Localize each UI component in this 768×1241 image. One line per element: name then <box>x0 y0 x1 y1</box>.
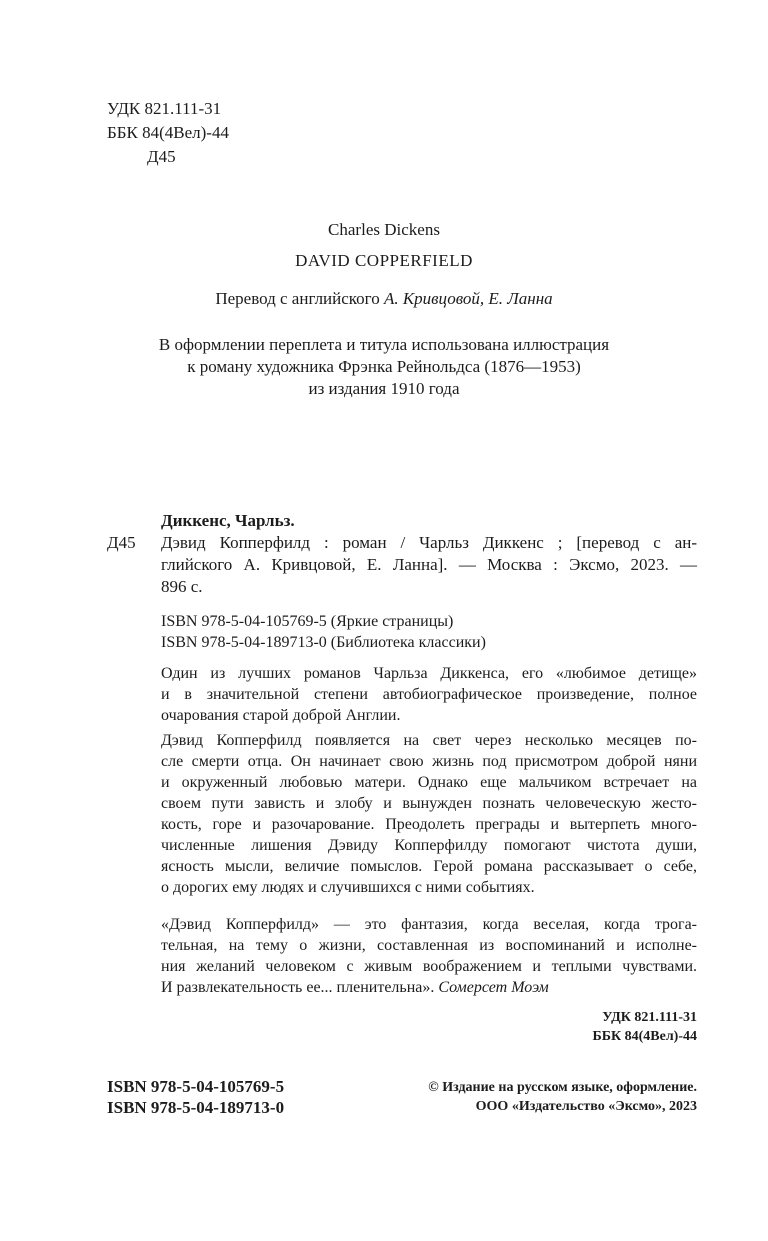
annotation-line: Один из лучших романов Чарльза Диккенса, его «любимое детище» <box>161 665 697 682</box>
quote-line: «Дэвид Копперфилд» — это фантазия, когда веселая, когда трога- <box>161 916 697 933</box>
annotation-line: Дэвид Копперфилд появляется на свет через несколько месяцев по- <box>161 732 697 749</box>
annotation-paragraph <box>161 663 697 726</box>
isbn-bold-line: ISBN 978-5-04-105769-5 <box>107 1077 285 1096</box>
annotation-line: кость, горе и разочарование. Преодолеть преграды и вытерпеть много- <box>161 816 697 833</box>
footer-classification <box>560 1008 697 1046</box>
annotation-line: о дорогих ему людях и случившихся с ними событиях. <box>161 879 535 896</box>
annotation-line: численные лишения Дэвиду Копперфилду помогают чистота души, <box>161 837 697 854</box>
quote-attribution: Сомерсет Моэм <box>438 979 549 996</box>
catalog-isbn-list <box>161 611 486 653</box>
catalog-line: Дэвид Копперфилд : роман / Чарльз Диккенс ; [перевод с ан- <box>161 533 697 552</box>
footer-bbk: ББК 84(4Вел)-44 <box>592 1029 697 1044</box>
translation-prefix: Перевод с английского <box>215 289 380 308</box>
catalog-code: Д45 <box>107 533 136 552</box>
illustration-line: к роману художника Фрэнка Рейнольдса (1876—1953) <box>187 357 581 376</box>
udk-code: УДК 821.111-31 <box>107 99 222 118</box>
translation-credit <box>0 289 768 309</box>
quote-line: ния желаний человеком с живым воображением и теплыми чувствами. <box>161 958 697 975</box>
annotation-line: сле смерти отца. Он начинает свою жизнь под присмотром доброй няни <box>161 753 697 770</box>
catalog-author: Диккенс, Чарльз. <box>161 511 295 530</box>
isbn-line: ISBN 978-5-04-189713-0 (Библиотека классики) <box>161 634 486 651</box>
bbk-code: ББК 84(4Вел)-44 <box>107 123 229 142</box>
annotation <box>161 663 697 898</box>
isbn-bold-line: ISBN 978-5-04-189713-0 <box>107 1098 285 1117</box>
copyright-block <box>400 1078 697 1116</box>
original-title: DAVID COPPERFIELD <box>295 251 473 270</box>
annotation-line: ясность мысли, величие помыслов. Герой романа рассказывает о себе, <box>161 858 697 875</box>
illustration-line: из издания 1910 года <box>308 379 460 398</box>
isbn-bold-block <box>107 1076 284 1118</box>
annotation-line: и в значительной степени автобиографическое произведение, полное <box>161 686 697 703</box>
copyright-line: © Издание на русском языке, оформление. <box>428 1080 697 1095</box>
catalog-line: глийского А. Кривцовой, Е. Ланна]. — Москва : Эксмо, 2023. — <box>161 555 697 574</box>
annotation-paragraph <box>161 730 697 898</box>
quote-line: тельная, на тему о жизни, составленная из воспоминаний и исполне- <box>161 937 697 954</box>
quote-last-text: И развлекательность ее... пленительна». <box>161 979 435 996</box>
catalog-line: 896 с. <box>161 577 203 596</box>
original-author: Charles Dickens <box>328 220 440 239</box>
annotation-line: и окруженный любовью матери. Однако еще мальчиком встречает на <box>161 774 697 791</box>
catalog-record <box>107 510 697 598</box>
illustration-line: В оформлении переплета и титула использована иллюстрация <box>158 335 610 354</box>
illustration-note <box>0 334 768 400</box>
footer-udk: УДК 821.111-31 <box>602 1010 697 1025</box>
copyright-line: ООО «Издательство «Эксмо», 2023 <box>475 1099 697 1114</box>
annotation-line: своем пути зависть и злобу и вынужден познать человеческую жесто- <box>161 795 697 812</box>
translators: А. Кривцовой, Е. Ланна <box>383 289 553 308</box>
classification-block <box>107 97 229 169</box>
quote-line <box>161 977 697 998</box>
annotation-line: очарования старой доброй Англии. <box>161 707 401 724</box>
isbn-line: ISBN 978-5-04-105769-5 (Яркие страницы) <box>161 613 454 630</box>
review-quote <box>161 914 697 998</box>
author-sign: Д45 <box>147 147 176 166</box>
